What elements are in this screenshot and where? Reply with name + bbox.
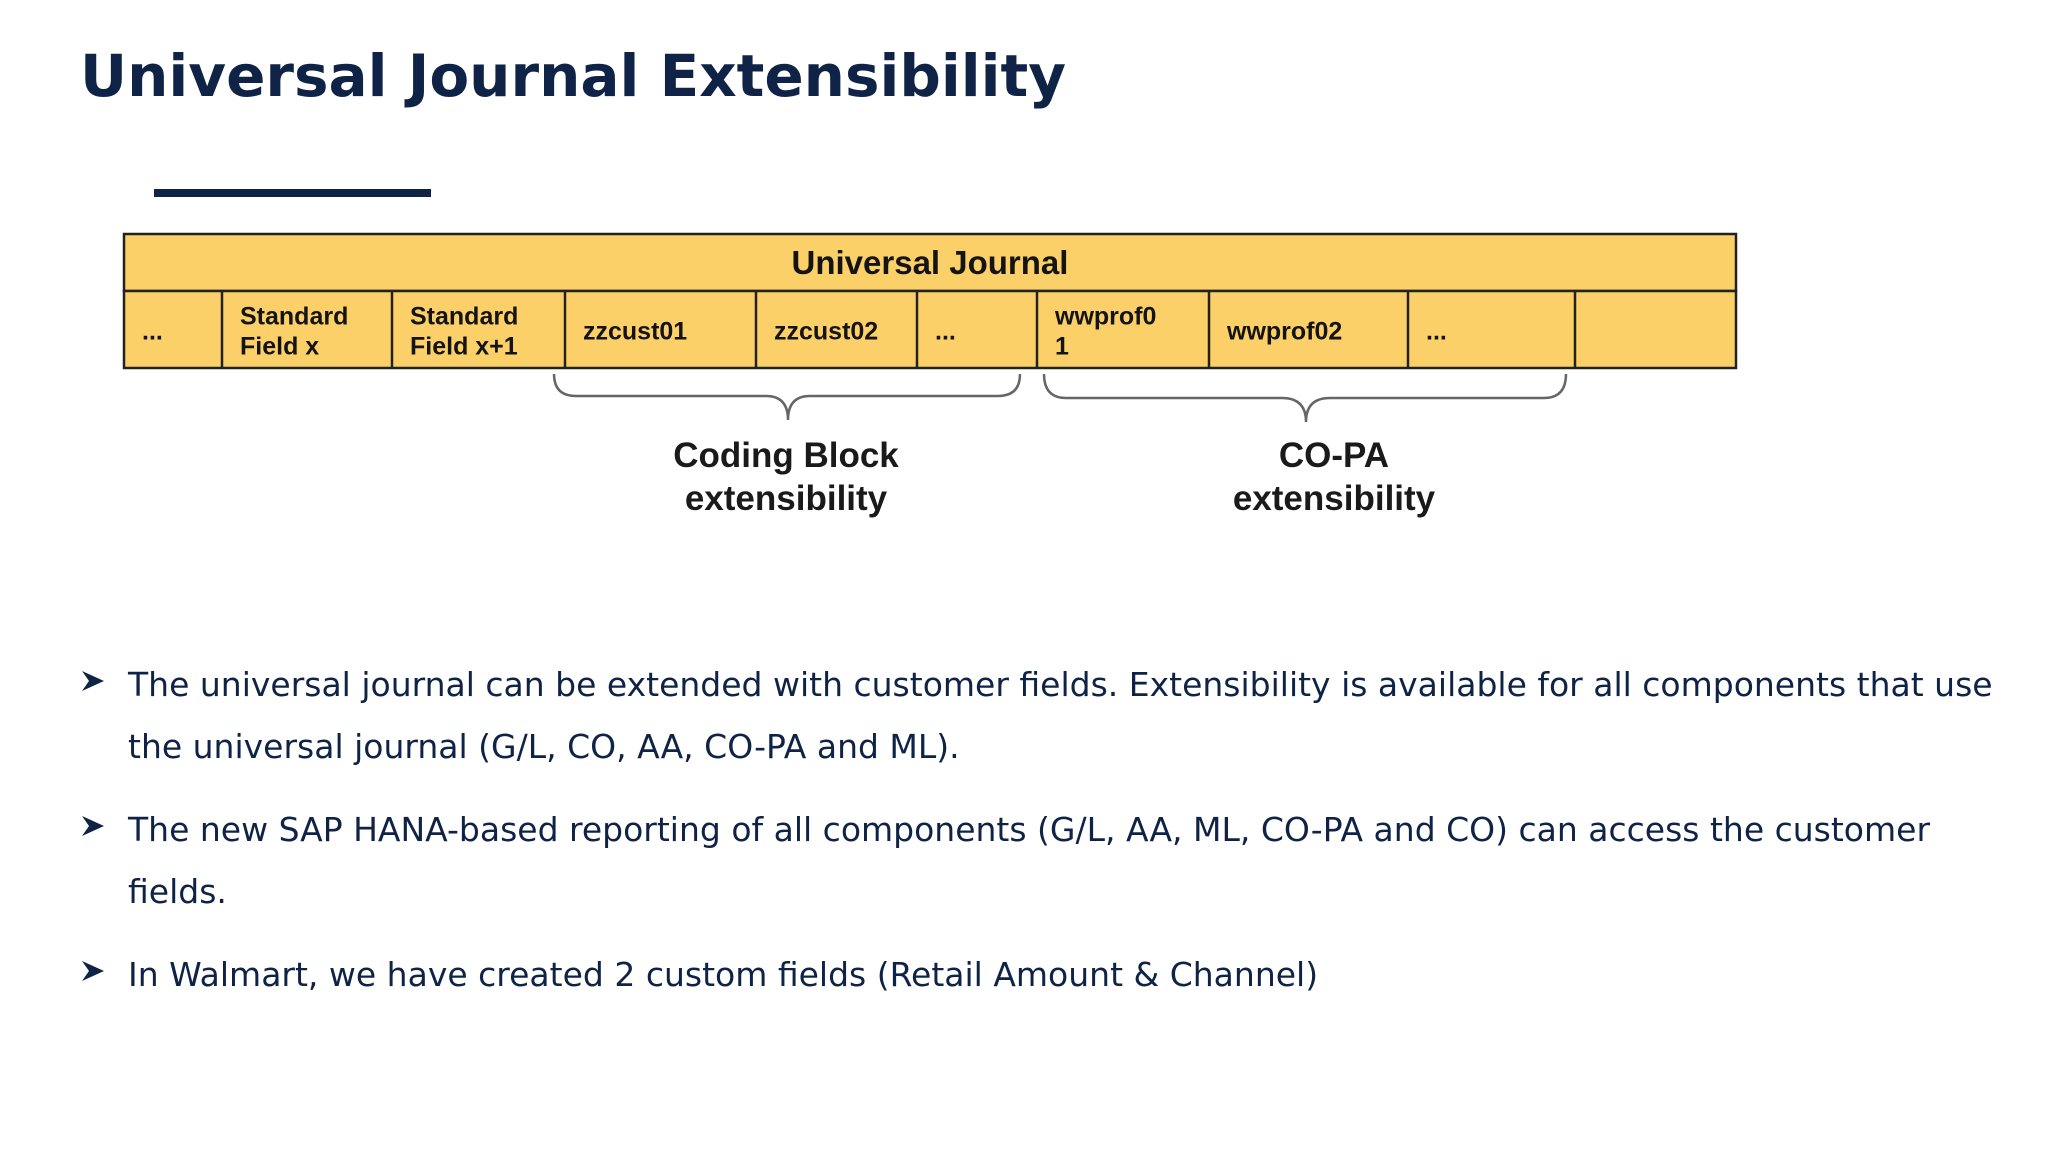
universal-journal-diagram bbox=[0, 0, 2048, 560]
field-label: wwprof0 bbox=[1055, 302, 1157, 331]
field-label: 1 bbox=[1055, 332, 1069, 361]
slide-title: Universal Journal Extensibility bbox=[80, 42, 1067, 110]
field-label: Field x bbox=[240, 332, 320, 361]
copa-label-line-2: extensibility bbox=[1232, 479, 1436, 518]
bullet-item bbox=[80, 799, 2010, 923]
field-label: zzcust01 bbox=[583, 317, 688, 346]
coding-block-brace bbox=[554, 374, 1020, 420]
bullet-list bbox=[80, 654, 2010, 1027]
bullet-text: In Walmart, we have created 2 custom fields (Retail Amount & Channel) bbox=[128, 955, 1319, 994]
bullet-text: The universal journal can be extended with customer fields. Extensibility is available for all components that use the universal journal (G/L, CO, AA, CO-PA and ML). bbox=[128, 665, 1993, 766]
coding-block-label-line-2: extensibility bbox=[684, 479, 888, 518]
journal-header-label: Universal Journal bbox=[791, 244, 1069, 281]
coding-block-label-line-1: Coding Block bbox=[673, 436, 899, 475]
field-label: ... bbox=[142, 317, 163, 346]
journal-field-row bbox=[124, 291, 1736, 368]
field-label: Field x+1 bbox=[410, 332, 518, 361]
field-label: ... bbox=[935, 317, 956, 346]
bullet-item bbox=[80, 944, 2010, 1006]
field-label: Standard bbox=[410, 302, 519, 331]
bullet-text: The new SAP HANA-based reporting of all components (G/L, AA, ML, CO-PA and CO) can access the customer fields. bbox=[128, 810, 1931, 911]
arrowhead-bullet-icon bbox=[80, 813, 106, 839]
field-label: zzcust02 bbox=[774, 317, 879, 346]
bullet-item bbox=[80, 654, 2010, 778]
copa-label-line-1: CO-PA bbox=[1278, 436, 1390, 475]
field-label: wwprof02 bbox=[1227, 317, 1343, 346]
arrowhead-bullet-icon bbox=[80, 668, 106, 694]
arrowhead-bullet-icon bbox=[80, 958, 106, 984]
field-label: Standard bbox=[240, 302, 349, 331]
copa-brace bbox=[1044, 374, 1566, 422]
field-label: ... bbox=[1426, 317, 1447, 346]
